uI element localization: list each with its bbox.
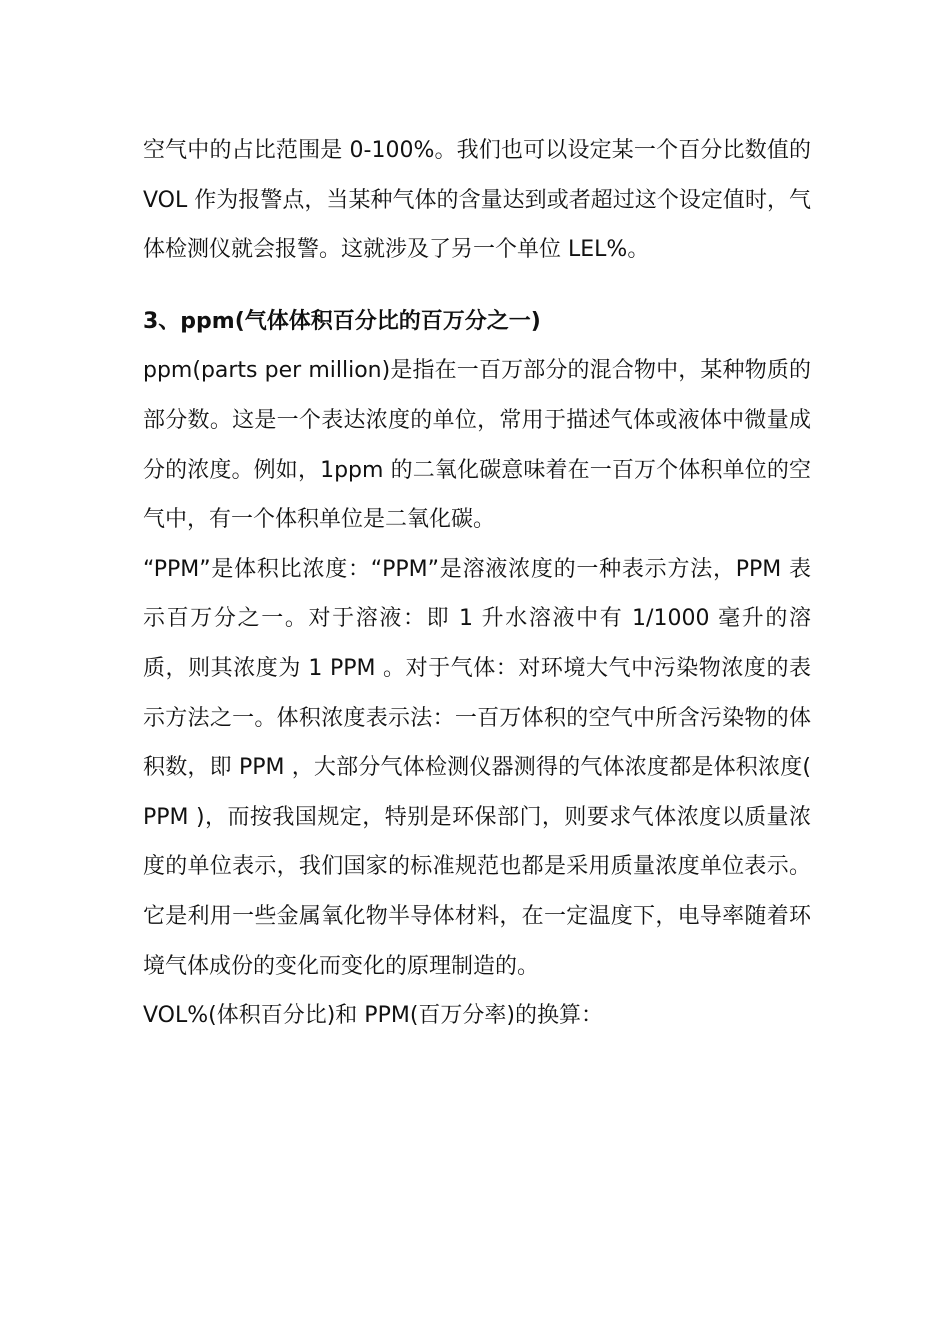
paragraph-conversion-intro: VOL%(体积百分比)和 PPM(百万分率)的换算： — [143, 1003, 603, 1029]
document-body — [143, 126, 811, 1041]
paragraph-ppm-volume-ratio: “PPM”是体积比浓度：“PPM”是溶液浓度的一种表示方法，PPM 表示百万分之一。对于溶液：即 1 升水溶液中有 1/1000 毫升的溶质，则其浓度为 1 PPM 。对于气体：对环境大气中污染物浓度的表示方法之一。体积浓度表示法：一百万体积的空气中所含污染物的体积数，即 PPM ，大部分气体检测仪器测得的气体浓度都是体积浓度( PPM )，而按我国规定，特别是环保部门，则要求气体浓度以质量浓度的单位表示，我们国家的标准规范也都是采用质量浓度单位表示。它是利用一些金属氧化物半导体材料，在一定温度下，电导率随着环境气体成份的变化而变化的原理制造的。 — [143, 556, 811, 979]
paragraph-ppm-definition: ppm(parts per million)是指在一百万部分的混合物中，某种物质的部分数。这是一个表达浓度的单位，常用于描述气体或液体中微量成分的浓度。例如，1ppm 的二氧化碳意味着在一百万个体积单位的空气中，有一个体积单位是二氧化碳。 — [143, 358, 811, 533]
paragraph-vol-alarm: 空气中的占比范围是 0-100%。我们也可以设定某一个百分比数值的 VOL 作为报警点，当某种气体的含量达到或者超过这个设定值时，气体检测仪就会报警。这就涉及了另一个单位 LEL%。 — [143, 138, 811, 263]
section-heading-ppm: 3、ppm(气体体积百分比的百万分之一) — [143, 308, 541, 334]
